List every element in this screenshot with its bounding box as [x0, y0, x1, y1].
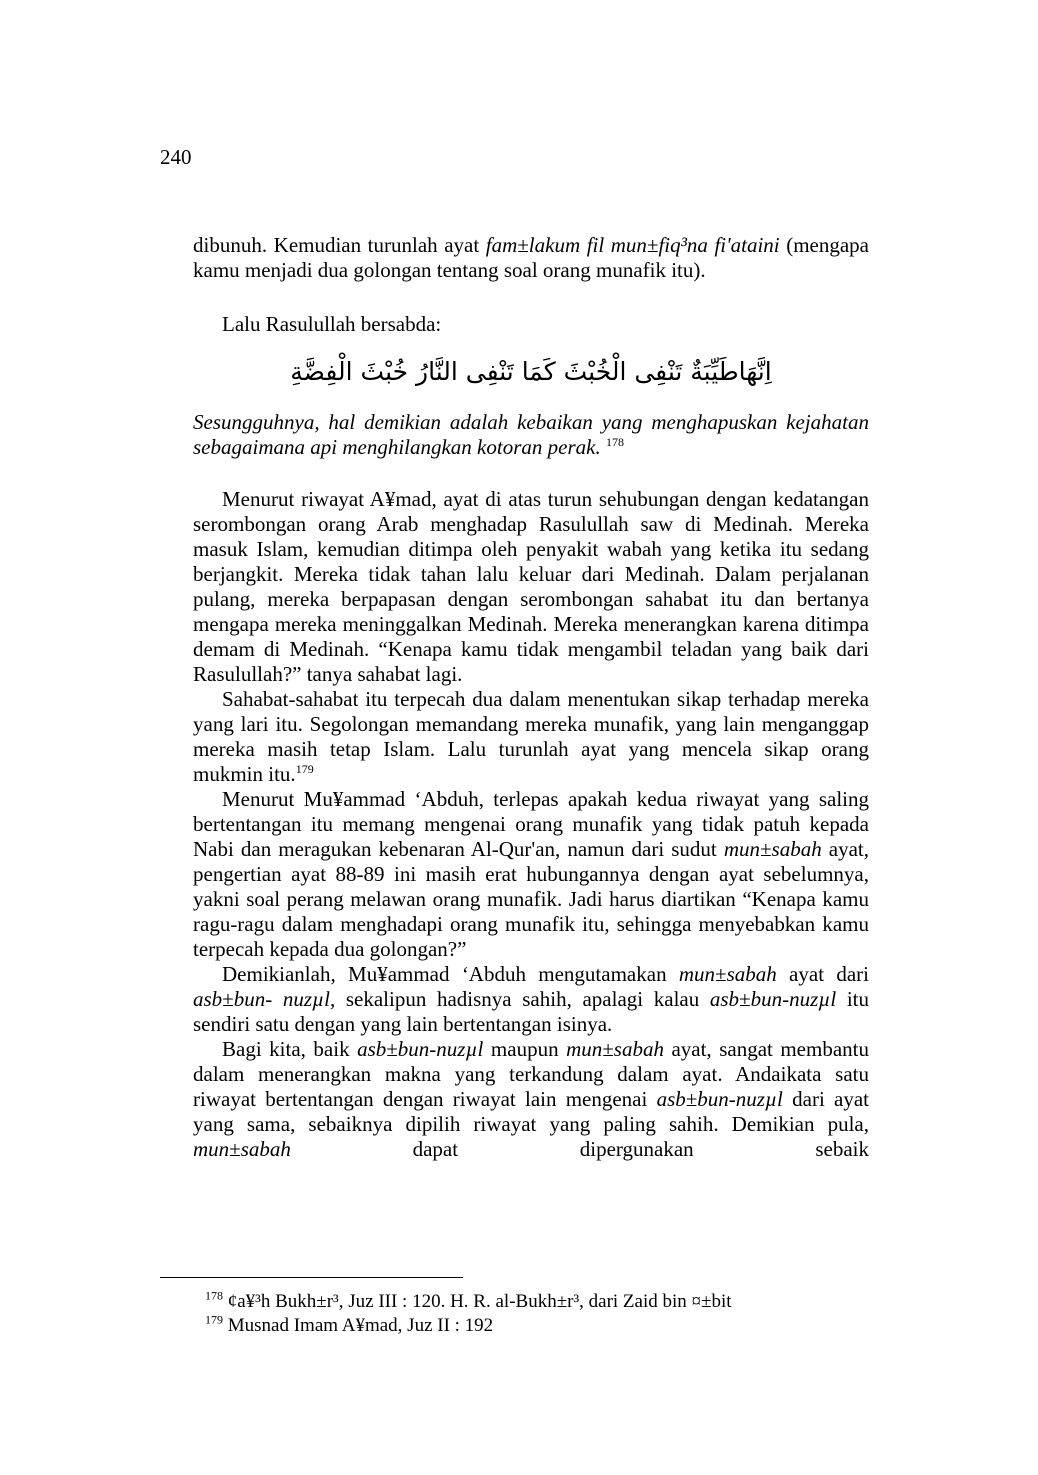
term-munasabah: mun±sabah [193, 1137, 291, 1161]
lalu-text: Lalu Rasulullah bersabda: [222, 312, 442, 336]
main-text [193, 487, 869, 1162]
footnote-ref-179[interactable]: 179 [295, 762, 314, 776]
paragraph-sahabat [193, 687, 869, 787]
footnote-ref-178[interactable]: 178 [605, 435, 624, 449]
paragraph-sahabat-text: Sahabat-sahabat itu terpecah dua dalam menentukan sikap terhadap mereka yang lari itu. Segolongan memandang mereka munafik, yang lain menganggap mereka masih tetap Islam. Lalu turunlah ayat yang mencela sikap orang mukmin itu. [193, 687, 869, 786]
verse-transliteration: fam±lakum fil mun±fiq³na fi'ataini [485, 233, 780, 257]
text-run: sekalipun hadisnya sahih, apalagi kalau [335, 987, 710, 1011]
term-asbabun-nuzul: asb±bun-nuzµl [656, 1087, 783, 1111]
footnote-text: ¢a¥³h Bukh±r³, Juz III : 120. H. R. al-Bukh±r³, dari Zaid bin ¤±bit [227, 1291, 732, 1312]
text-run: dari ayat yang sama, sebaiknya dipilih riwayat yang paling sahih. Demikian pula, [193, 1087, 869, 1136]
intro-text: dibunuh. Kemudian turunlah ayat [193, 233, 486, 257]
paragraph-bagi-kita [193, 1037, 869, 1162]
term-munasabah: mun±sabah [566, 1037, 664, 1061]
text-run: ayat dari [776, 962, 869, 986]
text-run: dapat dipergunakan sebaik [290, 1137, 869, 1161]
footnotes [205, 1290, 885, 1338]
text-run: itu sendiri satu dengan yang lain bertentangan isinya. [193, 987, 869, 1036]
term-asbabun-nuzul: asb±bun-nuzµl [709, 987, 837, 1011]
footnote-179 [205, 1314, 885, 1338]
page-number: 240 [160, 145, 192, 169]
lalu-line [222, 312, 862, 337]
text-run: Bagi kita, baik [222, 1037, 358, 1061]
paragraph-demikianlah [193, 962, 869, 1037]
text-run: maupun [483, 1037, 567, 1061]
term-munasabah: mun±sabah [723, 837, 822, 861]
translation-text: Sesungguhnya, hal demikian adalah kebaikan yang menghapuskan kejahatan sebagaimana api menghilangkan kotoran perak. [193, 410, 869, 459]
arabic-hadith-quote: اِنَّهَاطَيِّبَةٌ تَنْفِى الْخُبْثَ كَمَا تَنْفِى النَّارُ خُبْثَ الْفِضَّةِ [290, 357, 772, 386]
intro-paragraph [193, 233, 869, 283]
text-run: ayat, sangat membantu dalam menerangkan makna yang terkandung dalam ayat. Andaikata satu riwayat bertentangan dengan riwayat lain mengenai [193, 1037, 869, 1111]
term-munasabah: mun±sabah [678, 962, 777, 986]
text-run: Demikianlah, Mu¥ammad ‘Abduh mengutamakan [222, 962, 679, 986]
hadith-translation [193, 410, 869, 460]
text-run: Menurut Mu¥ammad ‘Abduh, terlepas apakah kedua riwayat yang saling bertentangan itu memang mengenai orang munafik yang tidak patuh kepada Nabi dan meragukan kebenaran Al-Qur'an, namun dari sudut [193, 787, 869, 861]
text-run: ayat, pengertian ayat 88-89 ini masih erat hubungannya dengan ayat sebelumnya, yakni soal perang melawan orang munafik. Jadi harus diartikan “Kenapa kamu ragu-ragu dalam menghadapi orang munafik itu, sehingga menyebabkan kamu terpecah kepada dua golongan?” [193, 837, 869, 961]
footnote-number: 179 [205, 1312, 223, 1327]
footnote-number: 178 [205, 1288, 223, 1303]
intro-text-tail: (mengapa kamu menjadi dua golongan tentang soal orang munafik itu). [193, 233, 869, 282]
paragraph-ahmad-riwayat: Menurut riwayat A¥mad, ayat di atas turun sehubungan dengan kedatangan serombongan orang Arab menghadap Rasulullah saw di Medinah. Mereka masuk Islam, kemudian ditimpa oleh penyakit wabah yang ketika itu sedang berjangkit. Mereka tidak tahan lalu keluar dari Medinah. Dalam perjalanan pulang, mereka berpapasan dengan serombongan sahabat itu dan bertanya mengapa mereka meninggalkan Medinah. Mereka menerangkan karena ditimpa demam di Medinah. “Kenapa kamu tidak mengambil teladan yang baik dari Rasulullah?” tanya sahabat lagi. [193, 487, 869, 686]
footnote-text: Musnad Imam A¥mad, Juz II : 192 [227, 1315, 494, 1336]
footnote-divider [160, 1277, 463, 1278]
term-asbabun-nuzul: asb±bun-nuzµl [357, 1037, 484, 1061]
footnote-178 [205, 1290, 885, 1314]
paragraph-abduh [193, 787, 869, 962]
term-asbabun-nuzul: asb±bun- nuzµl, [193, 987, 336, 1011]
